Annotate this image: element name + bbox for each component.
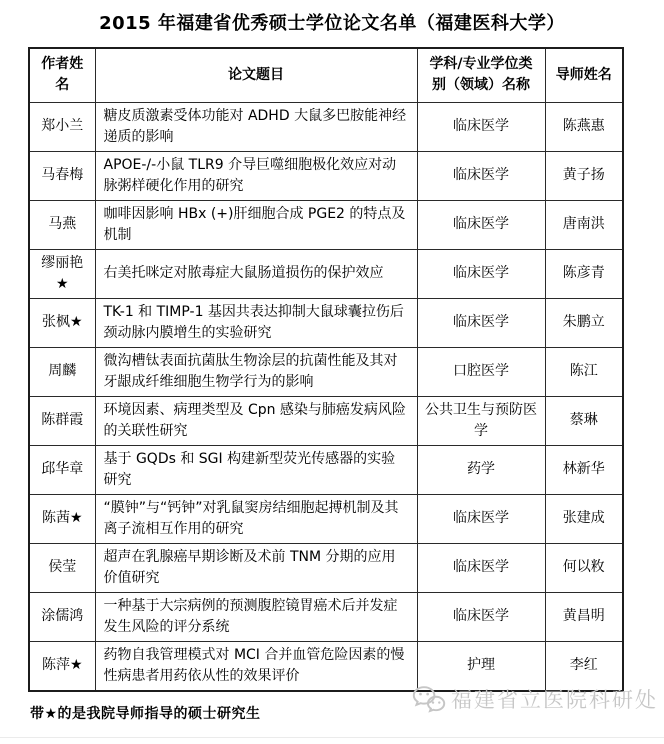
thesis-title-cell: 一种基于大宗病例的预测腹腔镜胃癌术后并发症发生风险的评分系统 bbox=[95, 592, 417, 641]
author-cell: 陈茜★ bbox=[29, 494, 95, 543]
supervisor-cell: 林新华 bbox=[545, 445, 623, 494]
supervisor-cell: 蔡琳 bbox=[545, 396, 623, 445]
thesis-title-cell: 咖啡因影响 HBx (+)肝细胞合成 PGE2 的特点及机制 bbox=[95, 200, 417, 249]
discipline-cell: 药学 bbox=[417, 445, 545, 494]
table-row bbox=[29, 298, 623, 347]
author-cell: 马春梅 bbox=[29, 151, 95, 200]
thesis-title-cell: 药物自我管理模式对 MCI 合并血管危险因素的慢性病患者用药依从性的效果评价 bbox=[95, 641, 417, 691]
author-cell: 陈群霞 bbox=[29, 396, 95, 445]
table-row bbox=[29, 543, 623, 592]
header-thesis-title: 论文题目 bbox=[95, 48, 417, 102]
header-supervisor: 导师姓名 bbox=[545, 48, 623, 102]
thesis-title-cell: 右美托咪定对脓毒症大鼠肠道损伤的保护效应 bbox=[95, 249, 417, 298]
discipline-cell: 护理 bbox=[417, 641, 545, 691]
thesis-table bbox=[28, 47, 624, 692]
discipline-cell: 临床医学 bbox=[417, 543, 545, 592]
discipline-cell: 临床医学 bbox=[417, 592, 545, 641]
thesis-title-cell: APOE-/-小鼠 TLR9 介导巨噬细胞极化效应对动脉粥样硬化作用的研究 bbox=[95, 151, 417, 200]
discipline-cell: 临床医学 bbox=[417, 249, 545, 298]
watermark bbox=[412, 684, 658, 714]
supervisor-cell: 陈江 bbox=[545, 347, 623, 396]
thesis-title-cell: 糖皮质激素受体功能对 ADHD 大鼠多巴胺能神经递质的影响 bbox=[95, 102, 417, 151]
author-cell: 周麟 bbox=[29, 347, 95, 396]
table-row bbox=[29, 249, 623, 298]
thesis-title-cell: 基于 GQDs 和 SGI 构建新型荧光传感器的实验研究 bbox=[95, 445, 417, 494]
supervisor-cell: 何以敉 bbox=[545, 543, 623, 592]
thesis-title-cell: 微沟槽钛表面抗菌肽生物涂层的抗菌性能及其对牙龈成纤维细胞生物学行为的影响 bbox=[95, 347, 417, 396]
author-cell: 侯莹 bbox=[29, 543, 95, 592]
watermark-label: 福建省立医院科研处 bbox=[451, 688, 658, 712]
discipline-cell: 临床医学 bbox=[417, 200, 545, 249]
page-title: 2015 年福建省优秀硕士学位论文名单（福建医科大学） bbox=[99, 13, 565, 34]
supervisor-cell: 李红 bbox=[545, 641, 623, 691]
author-cell: 郑小兰 bbox=[29, 102, 95, 151]
thesis-title-cell: 超声在乳腺癌早期诊断及术前 TNM 分期的应用价值研究 bbox=[95, 543, 417, 592]
footnote: 带★的是我院导师指导的硕士研究生 bbox=[30, 705, 261, 722]
table-row bbox=[29, 445, 623, 494]
supervisor-cell: 朱鹏立 bbox=[545, 298, 623, 347]
bottom-divider bbox=[0, 737, 664, 738]
table-row bbox=[29, 396, 623, 445]
discipline-cell: 公共卫生与预防医学 bbox=[417, 396, 545, 445]
author-cell: 马燕 bbox=[29, 200, 95, 249]
table-body bbox=[29, 102, 623, 691]
discipline-cell: 口腔医学 bbox=[417, 347, 545, 396]
table-row bbox=[29, 592, 623, 641]
table-row bbox=[29, 200, 623, 249]
thesis-title-cell: “膜钟”与“钙钟”对乳鼠窦房结细胞起搏机制及其离子流相互作用的研究 bbox=[95, 494, 417, 543]
supervisor-cell: 陈彦青 bbox=[545, 249, 623, 298]
supervisor-cell: 陈燕惠 bbox=[545, 102, 623, 151]
supervisor-cell: 张建成 bbox=[545, 494, 623, 543]
header-discipline: 学科/专业学位类别（领域）名称 bbox=[417, 48, 545, 102]
table-header bbox=[29, 48, 623, 102]
table-row bbox=[29, 102, 623, 151]
table-row bbox=[29, 151, 623, 200]
supervisor-cell: 黄子扬 bbox=[545, 151, 623, 200]
author-cell: 邱华章 bbox=[29, 445, 95, 494]
thesis-title-cell: TK-1 和 TIMP-1 基因共表达抑制大鼠球囊拉伤后颈动脉内膜增生的实验研究 bbox=[95, 298, 417, 347]
author-cell: 涂儒鸿 bbox=[29, 592, 95, 641]
thesis-title-cell: 环境因素、病理类型及 Cpn 感染与肺癌发病风险的关联性研究 bbox=[95, 396, 417, 445]
author-cell: 张枫★ bbox=[29, 298, 95, 347]
author-cell: 陈萍★ bbox=[29, 641, 95, 691]
discipline-cell: 临床医学 bbox=[417, 298, 545, 347]
table-row bbox=[29, 347, 623, 396]
supervisor-cell: 黄昌明 bbox=[545, 592, 623, 641]
header-row bbox=[29, 48, 623, 102]
discipline-cell: 临床医学 bbox=[417, 102, 545, 151]
supervisor-cell: 唐南洪 bbox=[545, 200, 623, 249]
wechat-logo-icon bbox=[412, 685, 446, 713]
author-cell: 缪丽艳★ bbox=[29, 249, 95, 298]
table-row bbox=[29, 494, 623, 543]
header-author: 作者姓名 bbox=[29, 48, 95, 102]
discipline-cell: 临床医学 bbox=[417, 494, 545, 543]
discipline-cell: 临床医学 bbox=[417, 151, 545, 200]
